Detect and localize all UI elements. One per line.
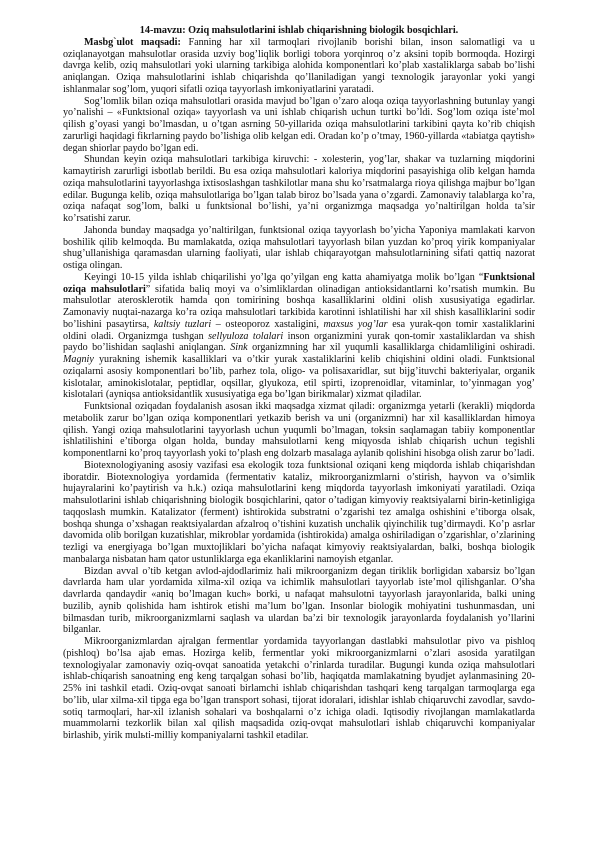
- p5-italic-cellulose: sellyuloza tolalari: [208, 330, 284, 342]
- paragraph-2: Sog’lomlik bilan oziqa mahsulotlari orasida mavjud bo’lgan o’zaro aloqa oziqa tayyorlashning butunlay yangi yo’nalishi – «Funktsional oziqa» tayyorlash va uni ishlab chiqarish uchun turtki bo’ldi. Sog’lom oziqa iste’mol qilish g’oyasi yangi bo’lmasdan, u o’tgan asrning 50-yillarida oziqa mahsulotlarini tarkibini qayta ko’rib chiqish zarurligi haqidagi fikrlarning paydo bo’lishiga olib kelgan edi. Oradan ko’p o’tmay, 1960-yillarda «tabiatga qaytish» degan shiorlar paydo bo’lgan edi.: [63, 95, 535, 154]
- paragraph-6: Funktsional oziqadan foydalanish asosan ikki maqsadga xizmat qiladi: organizmga yetarli (kerakli) miqdorda metabolik zarur bo’lgan oziqa komponentlari yetkazib berish va uni (organizmni) har xil kasalliklardan himoya qilish. Yangi oziqa mahsulotlarini tayyorlash uchun yuqumli bo’lmagan, toksin saqlamagan tabiiy komponentlar ishlatilishini e’tiborga olgan holda, bunday mahsulotlarni keng miqyosda ishlab chiqarish uchun tegishli komponentlarni ko’proq tayyorlash yoki to’plash eng dolzarb masalaga aylanib qolishini hisobga olish zarur bo’ladi.: [63, 401, 535, 459]
- p5-italic-calcium: kaltsiy tuzlari: [153, 318, 212, 330]
- paragraph-4: Jahonda bunday maqsadga yo’naltirilgan, funktsional oziqa tayyorlash bo’yicha Yaponiya mamlakati karvon boshilik qilib kelmoqda. Bu mamlakatda, oziqa mahsulotlari tayyorlash bilan yuzdan ko’proq yirik kompaniyalar shug’ullanishiga qaramasdan ularning faoliyati, ular ishlab chiqarayotgan mahsulotlarnining sifati qattiq nazorat ostiga olingan.: [63, 224, 535, 271]
- paragraph-5: [63, 272, 535, 401]
- p5-bold-term: Funktsional oziqa mahsulotlari: [63, 271, 535, 295]
- goal-label: Masbg`ulot maqsadi:: [84, 36, 181, 48]
- p5-text-e: – osteoporoz xastaligini,: [211, 318, 324, 330]
- page-title: 14-mavzu: Oziq mahsulotlarini ishlab chiqarishning biologik bosqichlari.: [139, 25, 459, 36]
- p5-italic-magnesium: Magniy: [63, 354, 94, 365]
- goal-text: Fanning har xil tarmoqlari rivojlanib borishi bilan, inson salomatligi va u oziqlanayotgan mahsulotlar orasida uzviy bog’liqlik borligi tobora yorqinroq o’z aksini topib bormoqda. Hozirgi davrga kelib, oziq mahsulotlari yoki ularning tarkibiga alohida komponentlari ko’plab xastaliklarga sabab bo’lishi aniqlangan. Oziqa mahsulotlarini ishlab chiqarishda qo’llaniladigan yangi texnologik jarayonlar yoki yangi ishlanmalar sog’lom, yuqori sifatli oziqa tayyorlash imkoniyatlarini yaratadi.: [63, 36, 535, 95]
- p5-text-k: organizmning har xil yuqumli kasalliklarga chidamliligini oshiradi.: [247, 342, 535, 354]
- p5-text-a: Keyingi 10-15 yilda ishlab chiqarilishi yo’lga qo’yilgan eng katta ahamiyatga molik bo’lgan “: [84, 271, 484, 283]
- paragraph-7: Biotexnologiyaning asosiy vazifasi esa ekologik toza funktsional oziqani keng miqdorda ishlab chiqarishdan iboratdir. Biotexnologiya yordamida (fermentativ kataliz, mikroorganizmlarni o’stirish, hayvon va o’simlik hujayralarini ko’paytirish va h.k.) oziqa mahsulotlarini keng miqdorda tayyorlash imkoniyati yaratiladi. Oziqa mahsulotlarini ishlab chiqarishning biologik bosqichlarini, qator o’tadigan kimyoviy reaktsiyalarni birin-ketinligiga taqqoslash mumkin. Katalizator (ferment) ishtirokida substratni o’zgarishi tez amalga oshishini e’tiborga olsak, boshqa shunga o’xshagan reaktsiyalardan afzalroq o’tishini kuzatish unchalik qiyinchilik tug’dirmaydi. Ko’p asrlar davomida olib borilgan kuzatishlar, mikroblar yordamida (ishtirokida) amalga oshiriladigan o’zgarishlar, o’zlarining tezligi va energiyaga bo’lgan muxtojliklari bo’yicha nafaqat kimyoviy reaktsiyalardan, balki, boshqa biologik manbalarga nisbatan ham qator ustunliklarga ega ekanliklarini namoyish etganlar.: [63, 459, 535, 565]
- paragraph-8: Bizdan avval o’tib ketgan avlod-ajdodlarimiz hali mikroorganizm degan tiriklik borligidan xabarsiz bo’lgan davrlarda ham ular yordamida xilma-xil oziqa va ichimlik mahsulotlari tayyorlab iste’mol qilishganlar. O’sha davrlarda qandaydir «aniq bo’lmagan kuch» borki, u nafaqat mahsulotni tayyorlash jarayonlarida, balki uning buzilib, aynib qolishida ham ishtirok etishi ma’lum bo’lgan. Insonlar biologik mohiyatini tushunmasdan, uni bilmasdan turib, mikroorganizmlarni saqlash va ulardan ba’zi bir texnologik jarayonlarda foydalanish yo’llarini bilganlar.: [63, 565, 535, 636]
- p5-italic-fats: maxsus yog’lar: [323, 318, 388, 330]
- paragraph-goal: [63, 37, 535, 96]
- document-page: [63, 25, 535, 742]
- paragraph-3: Shundan keyin oziqa mahsulotlari tarkibiga kiruvchi: - xolesterin, yog’lar, shakar va tuzlarning miqdorini kamaytirish zarurligi isbotlab berildi. Bu esa oziqa mahsulotlari kaloriya miqdorini pasayishiga olib kelgan hamda oziqa mahsulotlarini tayyorlashga ixtisoslashgan tashkilotlar mana shu ko’rsatmalarga rioya qilishga majbur bo’lgan edilar. Bugunga kelib, oziqa mahsulotlariga bo’lgan talab biroz bo’lsada yana o’zgardi. Zamonaviy talablarga ko’ra, oziqa nafaqat sog’lom, balki u funktsional bo’lishi, ya’ni organizmga maqsadga yo’naltirilgan holda ta’sir ko’rsatishi zarur.: [63, 154, 535, 224]
- paragraph-9: Mikroorganizmlardan ajralgan fermentlar yordamida tayyorlangan dastlabki mahsulotlar pivo va pishloq (pishloq) bo’lsa ajab emas. Hozirga kelib, fermentlar yoki mikroorganizmlarni o’zlari asosida yaratilgan texnologiyalar zamonaviy oziq-ovqat sanoatida yetakchi o’rinlarda turadilar. Bugungi kunda oziqa mahsulotlari ishlab-chiqarish sanoatning eng keng tarqalgan sohasi bo’lib, haqiqatda mamlakatning byudjet aylanmasining 20-25% ini tashkil etadi. Oziq-ovqat sanoati birlamchi ishlab chiqarishdan tashqari keng tarqalgan tarmoqlarga ega bo’lib, ular xilma-xil tipga ega bo’lgan transport sohasi, tijorat idoralari, idishlar ishlab chiqaruvchi zavodlar, savdo-sotiq tarmoqlari, har-xil izlanish sohalari va boshqalarni o’z ichiga oladi. Iqtisodiy rivojlangan mamlakatlarda muammolarni tezkorlik bilan xal qilish maqsadida oziq-ovqat mahsulotlari ishlab chiqaruvchi kompaniyalar birlashib, yirik mulьti-milliy kompaniyalarni tashkil etadilar.: [63, 636, 535, 741]
- p5-italic-zinc: Sink: [230, 342, 248, 354]
- p5-text-g: esa yurak-qon tomir xastaliklarini oldini oladi. Organizmga tushgan: [63, 318, 535, 342]
- p5-text-c: ” sifatida baliq moyi va o’simliklardan olinadigan antioksidantlarni ko’rsatish mumkin. Bu mahsulotlar aterosklerotik hamda qon tomirining boshqa kasalliklarini oldini olish xususiyatiga egadirlar. Zamonaviy nuqtai-nazarga ko’ra oziqa mahsulotlari tarkibida karotinni ishlatilishi har xil shish kasalliklarini sodir bo’lishini pasaytirsa,: [63, 283, 535, 330]
- p5-text-i: inson organizmini yurak qon-tomir xastaliklardan va shish paydo bo’lishidan saqlashi aniqlangan.: [63, 330, 535, 354]
- p5-text-m: yurakning ishemik kasalliklari va o’tkir yurak xastaliklarini kelib chiqishini oldini oladi. Funktsional oziqalarni asosiy komponentlari bo’lib, parhez tola, oligo- va polisaxaridlar, sut bijg’ituvchi bakteriyalar, organik kislotalar, aminokislotalar, peptidlar, oqsillar, glyukoza, etil spirti, izoprenoidlar, vitaminlar, to’yinmagan yog’ kislotalari (ayniqsa antioksidantlik xususiyatiga ega bo’lgan birikmalar) xizmat qiladilar.: [63, 354, 535, 401]
